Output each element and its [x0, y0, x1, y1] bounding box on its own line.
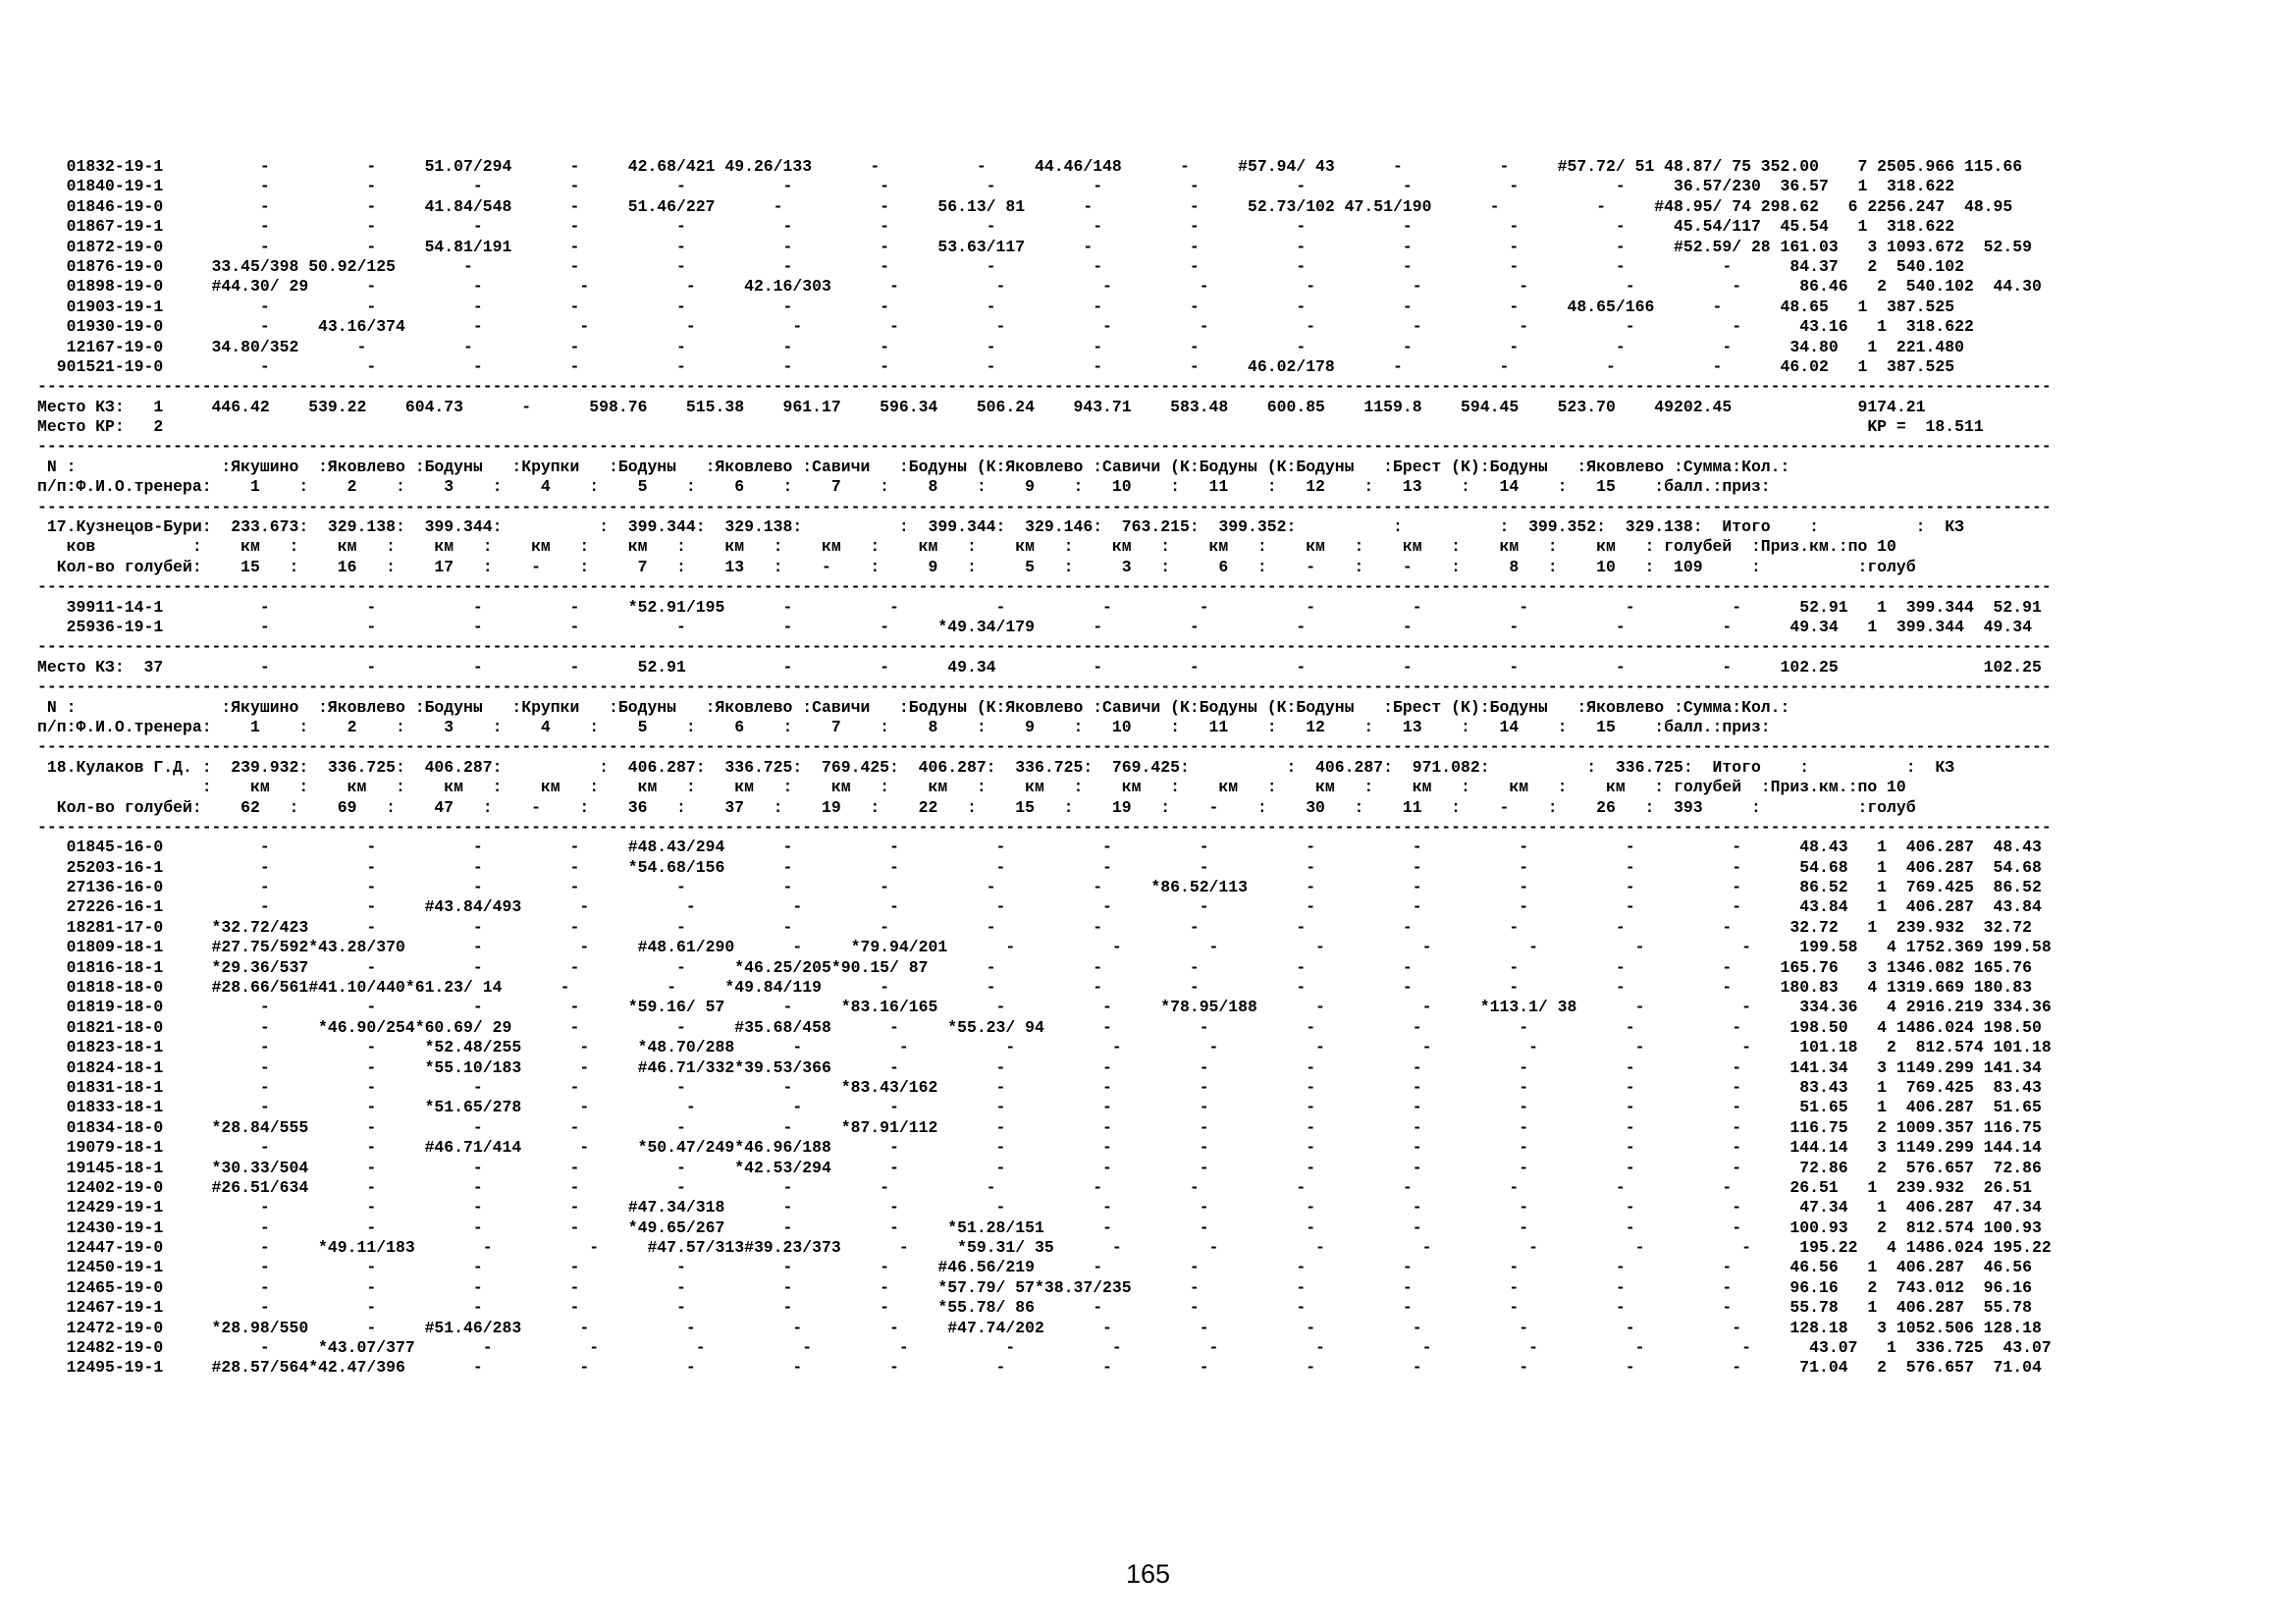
page-number: 165 [1125, 1559, 1171, 1589]
report-line: 12465-19-0 - - - - - - - *57.79/ 57*38.37/235 - - - - - - 96.16 2 743.012 96.16 [37, 1277, 2033, 1297]
report-line: Место КЗ: 37 - - - - 52.91 - - 49.34 - - - - - - - 102.25 102.25 [37, 657, 2042, 677]
report-line: 01824-18-1 - - *55.10/183 - #46.71/332*39.53/366 - - - - - - - - - 141.34 3 1149.299 141.34 [37, 1057, 2042, 1077]
report-line: 18281-17-0 *32.72/423 - - - - - - - - - - - - - - 32.72 1 239.932 32.72 [37, 917, 2033, 937]
report-line: 01816-18-1 *29.36/537 - - - - *46.25/205*90.15/ 87 - - - - - - - - 165.76 3 1346.082 165.76 [37, 957, 2033, 977]
report-line: 12430-19-1 - - - - *49.65/267 - - *51.28/151 - - - - - - - 100.93 2 812.574 100.93 [37, 1218, 2042, 1237]
report-line: ---------------------------------------------------------------------------------------------------------------------------------------------------------------------------------------------------------------- [37, 437, 2052, 457]
report-line: 01903-19-1 - - - - - - - - - - - - - 48.65/166 - 48.65 1 387.525 [37, 297, 1955, 316]
report-line: ---------------------------------------------------------------------------------------------------------------------------------------------------------------------------------------------------------------- [37, 377, 2052, 397]
report-line: 27136-16-0 - - - - - - - - - *86.52/113 - - - - - 86.52 1 769.425 86.52 [37, 878, 2042, 897]
report-line: 01876-19-0 33.45/398 50.92/125 - - - - - - - - - - - - - 84.37 2 540.102 [37, 256, 1964, 276]
report-line: 25936-19-1 - - - - - - - *49.34/179 - - - - - - - 49.34 1 399.344 49.34 [37, 617, 2033, 636]
report-line: 27226-16-1 - - #43.84/493 - - - - - - - - - - - - 43.84 1 406.287 43.84 [37, 897, 2042, 917]
report-line: ---------------------------------------------------------------------------------------------------------------------------------------------------------------------------------------------------------------- [37, 817, 2052, 837]
report-line: 01833-18-1 - - *51.65/278 - - - - - - - - - - - - 51.65 1 406.287 51.65 [37, 1098, 2042, 1117]
report-line: 01930-19-0 - 43.16/374 - - - - - - - - - - - - - 43.16 1 318.622 [37, 317, 1974, 337]
report-line: 19145-18-1 *30.33/504 - - - - *42.53/294 - - - - - - - - - 72.86 2 576.657 72.86 [37, 1158, 2042, 1177]
report-line: п/п:Ф.И.О.тренера: 1 : 2 : 3 : 4 : 5 : 6 : 7 : 8 : 9 : 10 : 11 : 12 : 13 : 14 : 15 :балл.:приз: [37, 477, 1771, 497]
report-line: N : :Якушино :Яковлево :Бодуны :Крупки :Бодуны :Яковлево :Савичи :Бодуны (К:Яковлево :Савичи (К:Бодуны (К:Бодуны :Брест (К):Бодуны :Яковлево :Сумма:Кол.: [37, 457, 1790, 476]
report-line: 17.Кузнецов-Бури: 233.673: 329.138: 399.344: : 399.344: 329.138: : 399.344: 329.146: 763.215: 399.352: : : 399.352: 329.138: Итого : : КЗ [37, 517, 1964, 537]
report-line: 01867-19-1 - - - - - - - - - - - - - - 45.54/117 45.54 1 318.622 [37, 217, 1955, 237]
report-line: 39911-14-1 - - - - *52.91/195 - - - - - - - - - - 52.91 1 399.344 52.91 [37, 597, 2042, 617]
report-line: Кол-во голубей: 62 : 69 : 47 : - : 36 : 37 : 19 : 22 : 15 : 19 : - : 30 : 11 : - : 26 : 393 : :голуб [37, 797, 1916, 817]
report-line: Кол-во голубей: 15 : 16 : 17 : - : 7 : 13 : - : 9 : 5 : 3 : 6 : - : - : 8 : 10 : 109 : :голуб [37, 557, 1916, 576]
report-line: 01821-18-0 - *46.90/254*60.69/ 29 - - #35.68/458 - *55.23/ 94 - - - - - - - 198.50 4 1486.024 198.50 [37, 1017, 2042, 1037]
report-line: ---------------------------------------------------------------------------------------------------------------------------------------------------------------------------------------------------------------- [37, 577, 2052, 597]
report-line: 12429-19-1 - - - - #47.34/318 - - - - - - - - - - 47.34 1 406.287 47.34 [37, 1198, 2042, 1218]
report-line: 01872-19-0 - - 54.81/191 - - - - 53.63/117 - - - - - - #52.59/ 28 161.03 3 1093.672 52.59 [37, 237, 2033, 256]
report-line: 01834-18-0 *28.84/555 - - - - - *87.91/112 - - - - - - - - 116.75 2 1009.357 116.75 [37, 1117, 2042, 1137]
report-line: 01818-18-0 #28.66/561#41.10/440*61.23/ 14 - - *49.84/119 - - - - - - - - - 180.83 4 1319.669 180.83 [37, 978, 2033, 998]
report-line: Место КЗ: 1 446.42 539.22 604.73 - 598.76 515.38 961.17 596.34 506.24 943.71 583.48 600.85 1159.8 594.45 523.70 49202.45 9174.21 [37, 397, 1926, 416]
report-line: 01846-19-0 - - 41.84/548 - 51.46/227 - - 56.13/ 81 - - 52.73/102 47.51/190 - - #48.95/ 74 298.62 6 2256.247 48.95 [37, 196, 2013, 216]
report-line: 18.Кулаков Г.Д. : 239.932: 336.725: 406.287: : 406.287: 336.725: 769.425: 406.287: 336.725: 769.425: : 406.287: 971.082: : 336.725: Итого : : КЗ [37, 757, 1955, 777]
report-line: 12482-19-0 - *43.07/377 - - - - - - - - - - - - - 43.07 1 336.725 43.07 [37, 1338, 2052, 1358]
report-line: 01840-19-1 - - - - - - - - - - - - - - 36.57/230 36.57 1 318.622 [37, 177, 1955, 196]
report-line: 12402-19-0 #26.51/634 - - - - - - - - - - - - - - 26.51 1 239.932 26.51 [37, 1177, 2033, 1197]
report-line: 12495-19-1 #28.57/564*42.47/396 - - - - - - - - - - - - - 71.04 2 576.657 71.04 [37, 1358, 2042, 1378]
report-line: 01831-18-1 - - - - - - *83.43/162 - - - - - - - - 83.43 1 769.425 83.43 [37, 1077, 2042, 1097]
report-line: 12467-19-1 - - - - - - - *55.78/ 86 - - - - - - - 55.78 1 406.287 55.78 [37, 1298, 2033, 1318]
report-line: 12447-19-0 - *49.11/183 - - #47.57/313#39.23/373 - *59.31/ 35 - - - - - - - 195.22 4 1486.024 195.22 [37, 1238, 2052, 1258]
report-table [37, 157, 2138, 1379]
report-line: Место КР: 2 KР = 18.511 [37, 417, 1984, 437]
report-line: ---------------------------------------------------------------------------------------------------------------------------------------------------------------------------------------------------------------- [37, 637, 2052, 657]
report-line: N : :Якушино :Яковлево :Бодуны :Крупки :Бодуны :Яковлево :Савичи :Бодуны (К:Яковлево :Савичи (К:Бодуны (К:Бодуны :Брест (К):Бодуны :Яковлево :Сумма:Кол.: [37, 697, 1790, 717]
report-line: 01832-19-1 - - 51.07/294 - 42.68/421 49.26/133 - - 44.46/148 - #57.94/ 43 - - #57.72/ 51 48.87/ 75 352.00 7 2505.966 115.66 [37, 157, 2023, 176]
report-line: 01823-18-1 - - *52.48/255 - *48.70/288 - - - - - - - - - - 101.18 2 812.574 101.18 [37, 1038, 2052, 1057]
report-line: ---------------------------------------------------------------------------------------------------------------------------------------------------------------------------------------------------------------- [37, 497, 2052, 516]
report-line: 01819-18-0 - - - - *59.16/ 57 - *83.16/165 - - *78.95/188 - - *113.1/ 38 - - 334.36 4 2916.219 334.36 [37, 998, 2052, 1017]
report-line: 12450-19-1 - - - - - - - #46.56/219 - - - - - - - 46.56 1 406.287 46.56 [37, 1258, 2033, 1277]
report-line: 25203-16-1 - - - - *54.68/156 - - - - - - - - - - 54.68 1 406.287 54.68 [37, 857, 2042, 877]
report-line: 01809-18-1 #27.75/592*43.28/370 - - #48.61/290 - *79.94/201 - - - - - - - - 199.58 4 1752.369 199.58 [37, 938, 2052, 957]
report-line: ---------------------------------------------------------------------------------------------------------------------------------------------------------------------------------------------------------------- [37, 737, 2052, 757]
report-line: ---------------------------------------------------------------------------------------------------------------------------------------------------------------------------------------------------------------- [37, 677, 2052, 697]
report-line: 01898-19-0 #44.30/ 29 - - - - 42.16/303 - - - - - - - - - 86.46 2 540.102 44.30 [37, 277, 2042, 297]
report-line: ков : км : км : км : км : км : км : км : км : км : км : км : км : км : км : км : голубей :Приз.км.:по 10 [37, 537, 1896, 557]
report-line: 19079-18-1 - - #46.71/414 - *50.47/249*46.96/188 - - - - - - - - - 144.14 3 1149.299 144.14 [37, 1138, 2042, 1158]
report-line: 01845-16-0 - - - - #48.43/294 - - - - - - - - - - 48.43 1 406.287 48.43 [37, 838, 2042, 857]
report-line: 12167-19-0 34.80/352 - - - - - - - - - - - - - - 34.80 1 221.480 [37, 337, 1964, 356]
report-line: п/п:Ф.И.О.тренера: 1 : 2 : 3 : 4 : 5 : 6 : 7 : 8 : 9 : 10 : 11 : 12 : 13 : 14 : 15 :балл.:приз: [37, 717, 1771, 736]
report-line: 901521-19-0 - - - - - - - - - - 46.02/178 - - - - 46.02 1 387.525 [37, 356, 1955, 376]
report-line: 12472-19-0 *28.98/550 - #51.46/283 - - - - #47.74/202 - - - - - - - 128.18 3 1052.506 128.18 [37, 1318, 2042, 1337]
report-line: : км : км : км : км : км : км : км : км : км : км : км : км : км : км : км : голубей :Приз.км.:по 10 [37, 778, 1906, 797]
